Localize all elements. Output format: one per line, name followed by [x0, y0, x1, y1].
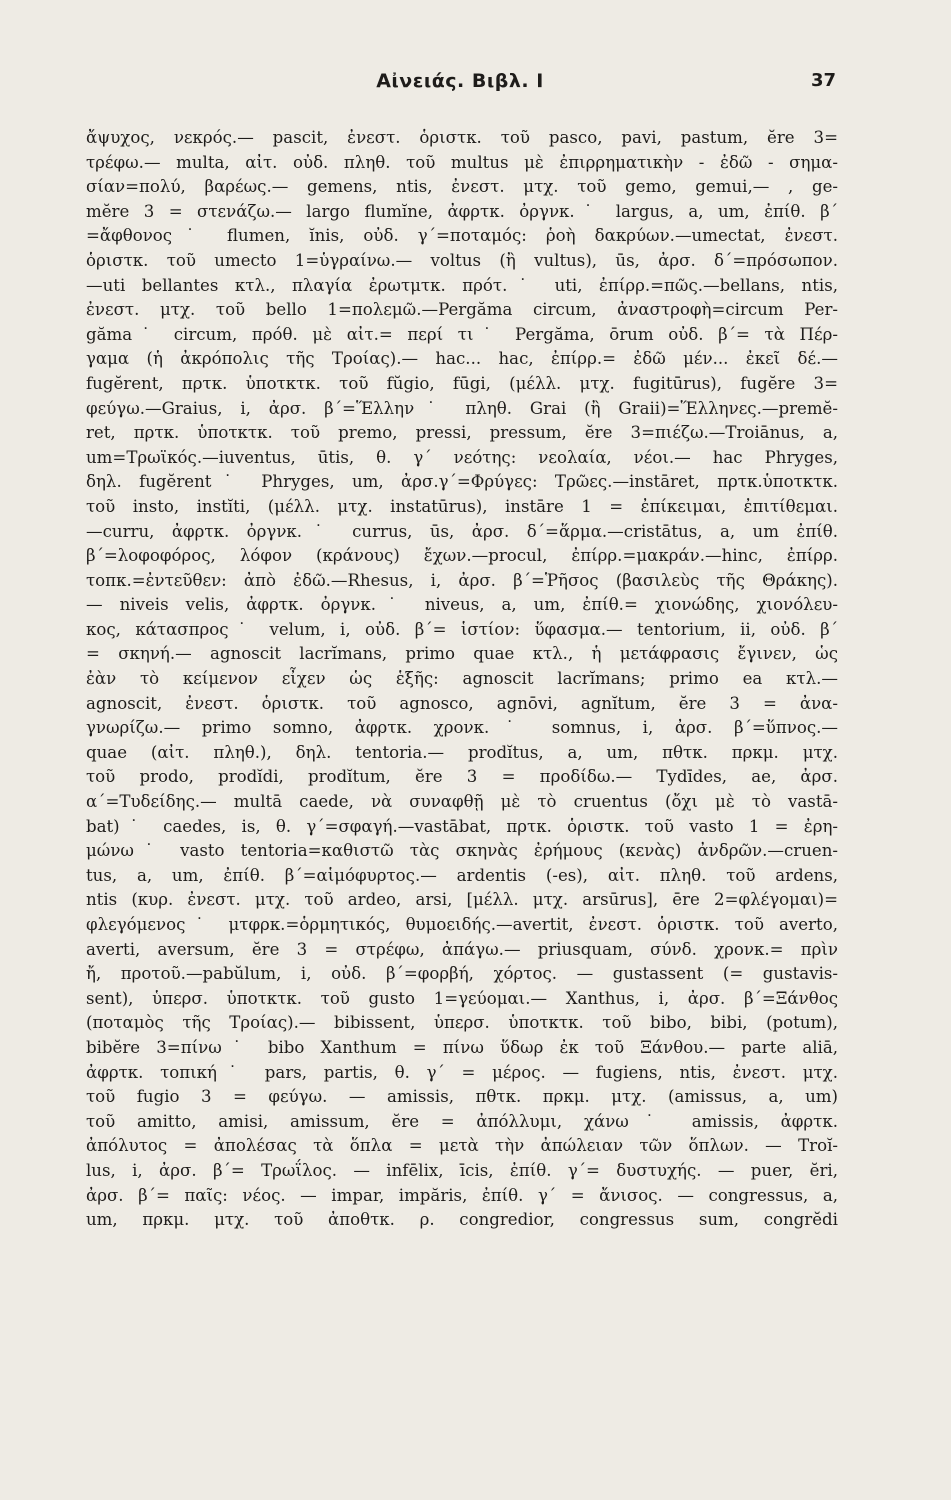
text-line: um, πρκμ. μτχ. τοῦ ἀποθτκ. ρ. congredior, congressus sum, congrĕdi: [86, 1210, 838, 1230]
text-line: ἀρσ. β΄= παῖς: νέος. — impar, impăris, ἐπίθ. γ΄ = ἄνισος. — congressus, a,: [86, 1185, 838, 1205]
text-line: quae (αἰτ. πληθ.), δηλ. tentoria.— prodĭtus, a, um, πθτκ. πρκμ. μτχ.: [86, 742, 838, 762]
text-line: —curru, ἀφρτκ. ὀργνκ.˙ currus, ūs, ἀρσ. δ΄=ἅρμα.—cristātus, a, um ἐπίθ.: [86, 521, 838, 541]
text-line: —uti bellantes κτλ., πλαγία ἐρωτμτκ. πρότ.˙ uti, ἐπίρρ.=πῶς.—bellans, ntis,: [86, 275, 838, 295]
text-line: τοῦ prodo, prodĭdi, prodĭtum, ĕre 3 = προδίδω.— Tydīdes, ae, ἀρσ.: [86, 767, 838, 787]
text-line: tus, a, um, ἐπίθ. β΄=αἱμόφυρτος.— ardentis (-es), αἰτ. πληθ. τοῦ ardens,: [86, 865, 838, 885]
text-line: κος, κάτασπρος˙ velum, i, οὐδ. β΄= ἱστίον: ὕφασμα.— tentorium, ii, οὐδ. β΄: [86, 619, 838, 639]
text-line: σίαν=πολύ, βαρέως.— gemens, ntis, ἐνεστ. μτχ. τοῦ gemo, gemui,— , ge-: [86, 177, 838, 197]
commentary-text: [86, 126, 838, 1233]
text-line: φεύγω.—Graius, i, ἀρσ. β΄=Ἕλλην˙ πληθ. Grai (ἢ Graii)=Ἕλληνες.—premĕ-: [86, 398, 838, 418]
text-line: ἤ, προτοῦ.—pabŭlum, i, οὐδ. β΄=φορβή, χόρτος. — gustassent (= gustavis-: [86, 964, 838, 984]
text-line: ἀφρτκ. τοπική˙ pars, partis, θ. γ΄ = μέρος. — fugiens, ntis, ἐνεστ. μτχ.: [86, 1062, 838, 1082]
text-line: fugĕrent, πρτκ. ὑποτκτκ. τοῦ fŭgio, fūgi, (μέλλ. μτχ. fugitūrus), fugĕre 3=: [86, 373, 838, 393]
text-line: ὁριστκ. τοῦ umecto 1=ὑγραίνω.— voltus (ἢ vultus), ūs, ἀρσ. δ΄=πρόσωπον.: [86, 250, 838, 270]
text-line: α΄=Τυδείδης.— multā caede, νὰ συναφθῇ μὲ τὸ cruentus (ὄχι μὲ τὸ vastā-: [86, 792, 838, 812]
text-line: bat)˙ caedes, is, θ. γ΄=σφαγή.—vastābat, πρτκ. ὁριστκ. τοῦ vasto 1 = ἐρη-: [86, 816, 838, 836]
text-line: averti, aversum, ĕre 3 = στρέφω, ἀπάγω.— priusquam, σύνδ. χρονκ.= πρὶν: [86, 939, 838, 959]
running-title: Αἰνειάς. Βιβλ. Ι: [376, 70, 544, 92]
text-line: agnoscit, ἐνεστ. ὁριστκ. τοῦ agnosco, agnōvi, agnĭtum, ĕre 3 = ἀνα-: [86, 693, 838, 713]
text-line: τοῦ fugio 3 = φεύγω. — amissis, πθτκ. πρκμ. μτχ. (amissus, a, um): [86, 1087, 838, 1107]
text-line: ret, πρτκ. ὑποτκτκ. τοῦ premo, pressi, pressum, ĕre 3=πιέζω.—Troiānus, a,: [86, 423, 838, 443]
text-line: lus, i, ἀρσ. β΄= Τρωΐλος. — infēlix, īcis, ἐπίθ. γ΄= δυστυχής. — puer, ĕri,: [86, 1160, 838, 1180]
text-line: mĕre 3 = στενάζω.— largo flumĭne, ἀφρτκ. ὀργνκ.˙ largus, a, um, ἐπίθ. β΄: [86, 201, 838, 221]
text-line: τρέφω.— multa, αἰτ. οὐδ. πληθ. τοῦ multus μὲ ἐπιρρηματικὴν - ἐδῶ - σημα-: [86, 152, 838, 172]
text-line: ἄψυχος, νεκρός.— pascit, ἐνεστ. ὁριστκ. τοῦ pasco, pavi, pastum, ĕre 3=: [86, 128, 838, 147]
text-line: ἀπόλυτος = ἀπολέσας τὰ ὅπλα = μετὰ τὴν ἀπώλειαν τῶν ὅπλων. — Troĭ-: [86, 1136, 838, 1156]
text-line: sent), ὑπερσ. ὑποτκτκ. τοῦ gusto 1=γεύομαι.— Xanthus, i, ἀρσ. β΄=Ξάνθος: [86, 988, 838, 1008]
page-number: 37: [810, 70, 836, 91]
text-line: um=Τρωϊκός.—iuventus, ūtis, θ. γ΄ νεότης: νεολαία, νέοι.— hac Phryges,: [86, 447, 838, 467]
text-line: γαμα (ἡ ἀκρόπολις τῆς Τροίας).— hac... hac, ἐπίρρ.= ἐδῶ μέν... ἐκεῖ δέ.—: [86, 349, 838, 369]
text-line: găma˙ circum, πρόθ. μὲ αἰτ.= περί τι˙ Pergăma, ōrum οὐδ. β΄= τὰ Πέρ-: [86, 324, 838, 344]
page-header: [84, 70, 836, 100]
text-line: bibĕre 3=πίνω˙ bibo Xanthum = πίνω ὕδωρ ἐκ τοῦ Ξάνθου.— parte aliā,: [86, 1037, 838, 1057]
text-line: μώνω˙ vasto tentoria=καθιστῶ τὰς σκηνὰς ἐρήμους (κενὰς) ἀνδρῶν.—cruen-: [86, 841, 838, 861]
text-line: (ποταμὸς τῆς Τροίας).— bibissent, ὑπερσ. ὑποτκτκ. τοῦ bibo, bibi, (potum),: [86, 1013, 838, 1033]
text-line: τοῦ amitto, amisi, amissum, ĕre = ἀπόλλυμι, χάνω˙ amissis, ἀφρτκ.: [86, 1111, 838, 1131]
text-line: ntis (κυρ. ἐνεστ. μτχ. τοῦ ardeo, arsi, [μέλλ. μτχ. arsūrus], ēre 2=φλέγομαι)=: [86, 890, 838, 910]
text-line: τοῦ insto, instĭti, (μέλλ. μτχ. instatūrus), instāre 1 = ἐπίκειμαι, ἐπιτίθεμαι.: [86, 496, 838, 516]
text-line: φλεγόμενος˙ μτφρκ.=ὁρμητικός, θυμοειδής.—avertit, ἐνεστ. ὁριστκ. τοῦ averto,: [86, 915, 838, 934]
text-line: β΄=λοφοφόρος, λόφον (κράνους) ἔχων.—procul, ἐπίρρ.=μακράν.—hinc, ἐπίρρ.: [86, 546, 838, 566]
text-line: δηλ. fugĕrent˙ Phryges, um, ἀρσ.γ΄=Φρύγες: Τρῶες.—instāret, πρτκ.ὑποτκτκ.: [86, 472, 838, 492]
text-line: =ἄφθονος˙ flumen, ĭnis, οὐδ. γ΄=ποταμός: ῥοὴ δακρύων.—umectat, ἐνεστ.: [86, 226, 838, 246]
text-line: τοπκ.=ἐντεῦθεν: ἀπὸ ἐδῶ.—Rhesus, i, ἀρσ. β΄=Ῥῆσος (βασιλεὺς τῆς Θράκης).: [86, 570, 838, 590]
text-line: γνωρίζω.— primo somno, ἀφρτκ. χρονκ.˙ somnus, i, ἀρσ. β΄=ὕπνος.—: [86, 718, 838, 738]
text-line: ἐὰν τὸ κείμενον εἶχεν ὡς ἑξῆς: agnoscit lacrĭmans; primo ea κτλ.—: [86, 669, 838, 689]
text-line: — niveis velis, ἀφρτκ. ὀργνκ.˙ niveus, a, um, ἐπίθ.= χιονώδης, χιονόλευ-: [86, 595, 838, 615]
text-line: ἐνεστ. μτχ. τοῦ bello 1=πολεμῶ.—Pergăma circum, ἀναστροφὴ=circum Per-: [86, 300, 838, 320]
text-line: = σκηνή.— agnoscit lacrĭmans, primo quae κτλ., ἡ μετάφρασις ἔγινεν, ὡς: [86, 644, 838, 664]
